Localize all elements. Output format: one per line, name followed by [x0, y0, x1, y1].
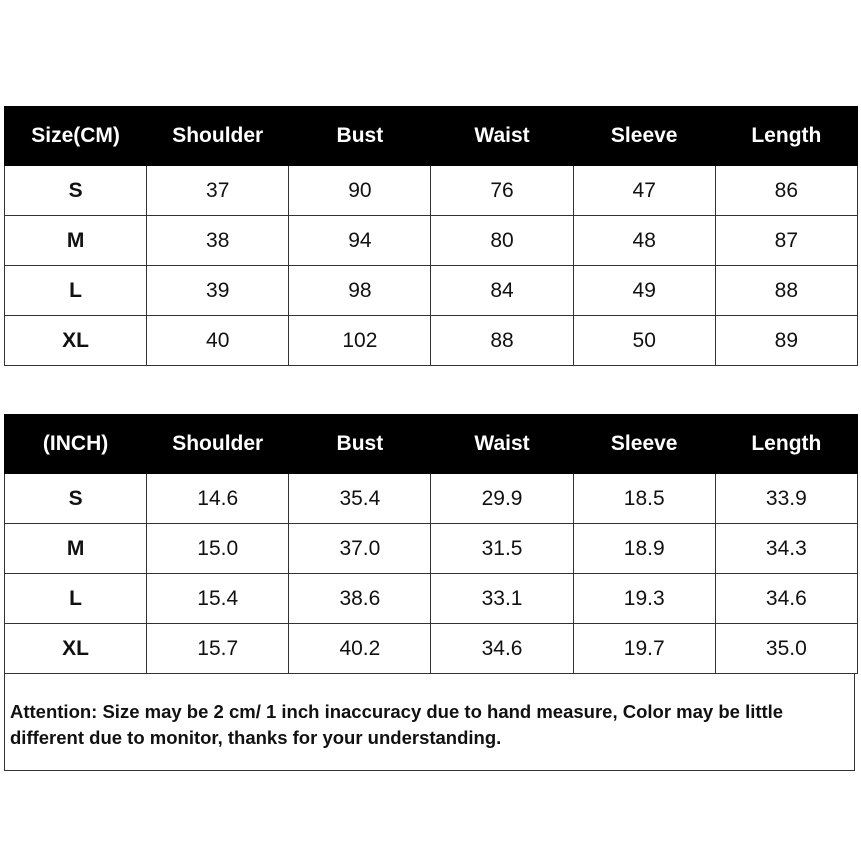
header-cell-length: Length [715, 415, 857, 474]
size-label: M [5, 524, 147, 574]
sleeve-value: 50 [573, 316, 715, 366]
header-cell-sleeve: Sleeve [573, 415, 715, 474]
size-label: XL [5, 624, 147, 674]
header-cell-length: Length [715, 107, 857, 166]
waist-value: 33.1 [431, 574, 573, 624]
table-row [5, 624, 858, 674]
sleeve-value: 49 [573, 266, 715, 316]
length-value: 35.0 [715, 624, 857, 674]
size-label: XL [5, 316, 147, 366]
shoulder-value: 15.4 [147, 574, 289, 624]
table-row [5, 316, 858, 366]
shoulder-value: 37 [147, 166, 289, 216]
size-label: S [5, 474, 147, 524]
length-value: 86 [715, 166, 857, 216]
header-cell-waist: Waist [431, 107, 573, 166]
waist-value: 31.5 [431, 524, 573, 574]
table-row [5, 474, 858, 524]
sleeve-value: 19.3 [573, 574, 715, 624]
bust-value: 94 [289, 216, 431, 266]
header-cell-sleeve: Sleeve [573, 107, 715, 166]
sleeve-value: 19.7 [573, 624, 715, 674]
size-label: M [5, 216, 147, 266]
header-cell-size: (INCH) [5, 415, 147, 474]
sleeve-value: 47 [573, 166, 715, 216]
table-row [5, 266, 858, 316]
header-cell-bust: Bust [289, 415, 431, 474]
sleeve-value: 18.5 [573, 474, 715, 524]
shoulder-value: 38 [147, 216, 289, 266]
bust-value: 35.4 [289, 474, 431, 524]
size-table-cm [4, 106, 858, 366]
bust-value: 37.0 [289, 524, 431, 574]
table-row [5, 216, 858, 266]
length-value: 87 [715, 216, 857, 266]
length-value: 34.6 [715, 574, 857, 624]
sleeve-value: 48 [573, 216, 715, 266]
header-cell-shoulder: Shoulder [147, 415, 289, 474]
bust-value: 40.2 [289, 624, 431, 674]
size-label: S [5, 166, 147, 216]
waist-value: 29.9 [431, 474, 573, 524]
header-cell-waist: Waist [431, 415, 573, 474]
length-value: 88 [715, 266, 857, 316]
table-row [5, 166, 858, 216]
table-header-row [5, 107, 858, 166]
length-value: 33.9 [715, 474, 857, 524]
shoulder-value: 40 [147, 316, 289, 366]
table-header-row [5, 415, 858, 474]
attention-note: Attention: Size may be 2 cm/ 1 inch inaccuracy due to hand measure, Color may be little different due to monitor, thanks for your understanding. [10, 701, 784, 748]
waist-value: 34.6 [431, 624, 573, 674]
shoulder-value: 14.6 [147, 474, 289, 524]
bust-value: 98 [289, 266, 431, 316]
waist-value: 84 [431, 266, 573, 316]
size-label: L [5, 266, 147, 316]
length-value: 34.3 [715, 524, 857, 574]
length-value: 89 [715, 316, 857, 366]
bust-value: 102 [289, 316, 431, 366]
attention-note-box [4, 673, 855, 771]
size-table-inch [4, 414, 858, 674]
header-cell-shoulder: Shoulder [147, 107, 289, 166]
size-label: L [5, 574, 147, 624]
bust-value: 38.6 [289, 574, 431, 624]
waist-value: 76 [431, 166, 573, 216]
waist-value: 80 [431, 216, 573, 266]
header-cell-bust: Bust [289, 107, 431, 166]
bust-value: 90 [289, 166, 431, 216]
shoulder-value: 15.0 [147, 524, 289, 574]
shoulder-value: 15.7 [147, 624, 289, 674]
shoulder-value: 39 [147, 266, 289, 316]
waist-value: 88 [431, 316, 573, 366]
header-cell-size: Size(CM) [5, 107, 147, 166]
sleeve-value: 18.9 [573, 524, 715, 574]
table-row [5, 574, 858, 624]
table-row [5, 524, 858, 574]
